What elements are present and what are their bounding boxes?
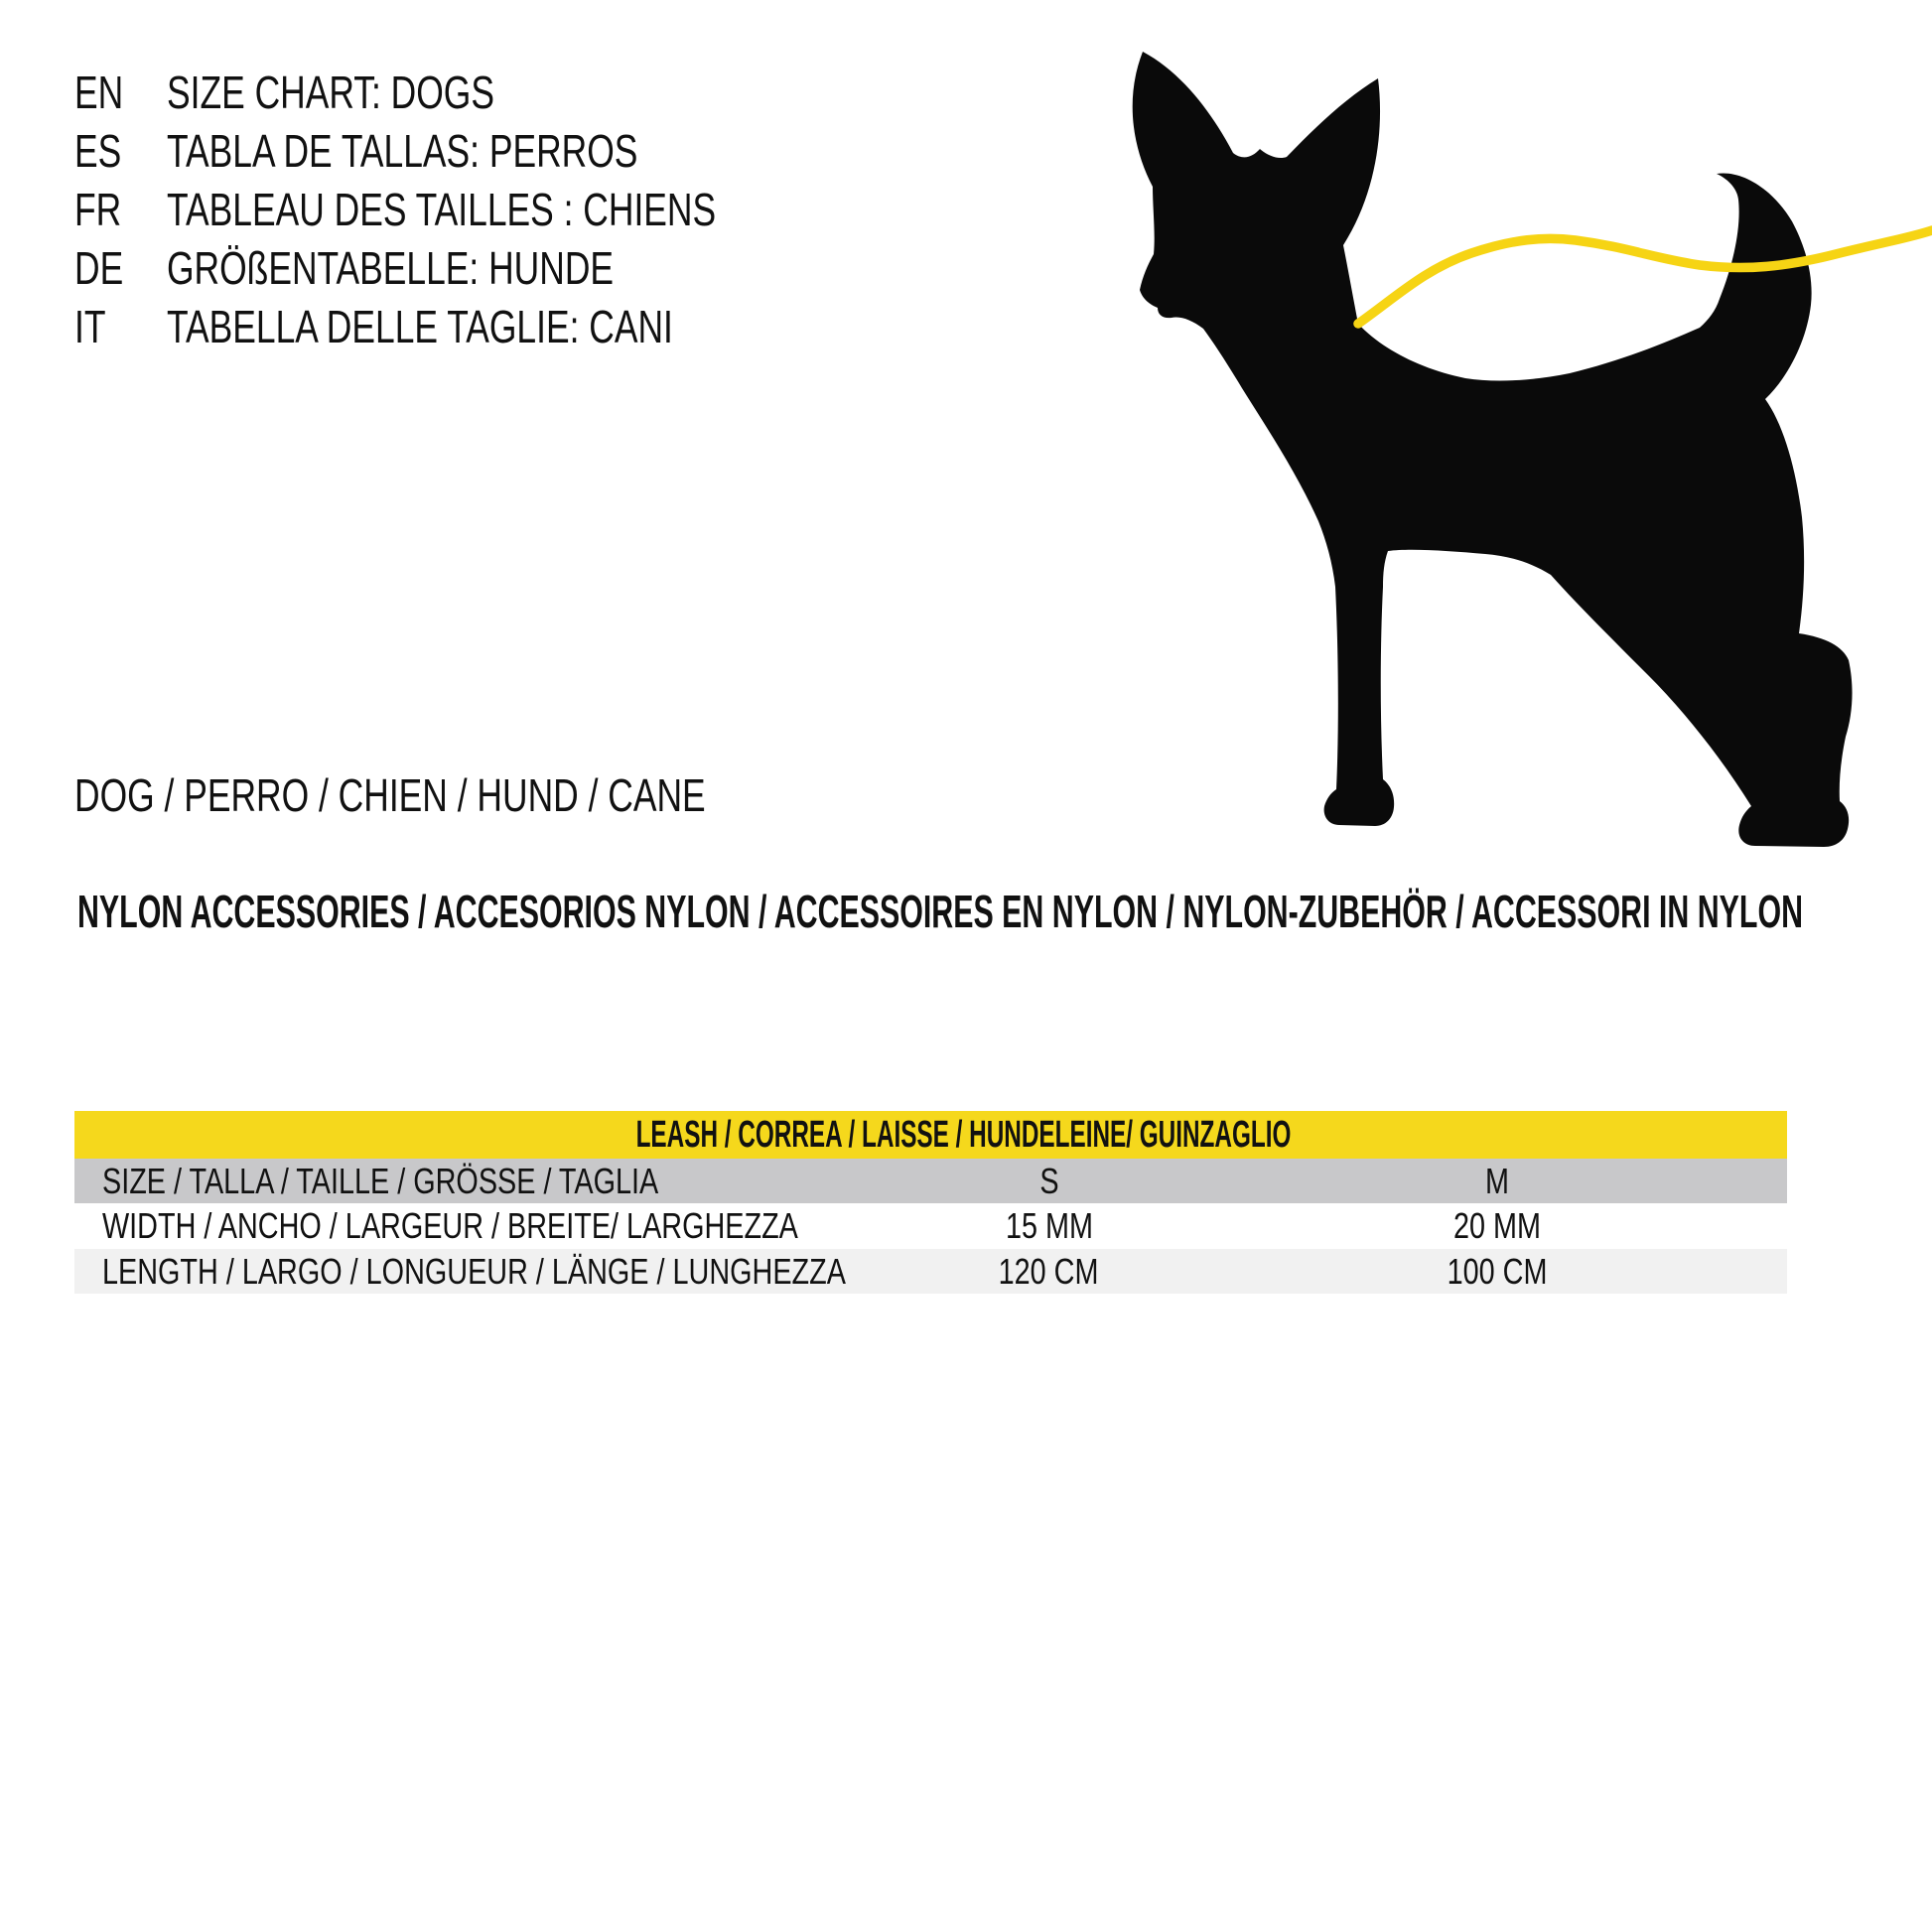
title-text: TABELLA DELLE TAGLIE: CANI — [167, 301, 673, 352]
table-row-length — [74, 1249, 1787, 1294]
spacer-cell — [1722, 1159, 1787, 1203]
row-label: LENGTH / LARGO / LONGUEUR / LÄNGE / LUNGHEZZA — [102, 1251, 846, 1292]
language-code: DE — [74, 242, 124, 294]
table-header-leash: LEASH / CORREA / LAISSE / HUNDELEINE/ GUINZAGLIO — [74, 1111, 1787, 1159]
leash-line — [1358, 230, 1932, 324]
spacer-cell — [1722, 1203, 1787, 1249]
title-row-fr — [74, 181, 880, 239]
title-row-de — [74, 239, 880, 298]
language-code: ES — [74, 125, 122, 177]
size-table — [74, 1111, 1787, 1294]
dog-silhouette — [1133, 52, 1853, 847]
title-text: GRÖßENTABELLE: HUNDE — [167, 242, 615, 294]
language-code: EN — [74, 67, 124, 118]
table-row-size — [74, 1159, 1787, 1203]
chihuahua-silhouette-illustration — [1092, 30, 1932, 870]
length-s-value: 120 CM — [999, 1251, 1099, 1292]
spacer-cell — [1722, 1249, 1787, 1294]
language-code: FR — [74, 184, 122, 235]
title-text: TABLEAU DES TAILLES : CHIENS — [167, 184, 717, 235]
row-label: SIZE / TALLA / TAILLE / GRÖSSE / TAGLIA — [102, 1161, 659, 1201]
language-code: IT — [74, 301, 106, 352]
category-title: NYLON ACCESSORIES / ACCESORIOS NYLON / ACCESSOIRES EN NYLON / NYLON-ZUBEHÖR / ACCESSORI IN NYLON — [77, 886, 1803, 937]
title-row-en — [74, 64, 880, 122]
width-s-value: 15 MM — [1005, 1205, 1093, 1246]
size-m-value: M — [1485, 1161, 1510, 1201]
animal-label: DOG / PERRO / CHIEN / HUND / CANE — [74, 769, 706, 821]
title-row-it — [74, 298, 880, 356]
row-label: WIDTH / ANCHO / LARGEUR / BREITE/ LARGHEZZA — [102, 1205, 798, 1246]
title-text: TABLA DE TALLAS: PERROS — [167, 125, 638, 177]
width-m-value: 20 MM — [1453, 1205, 1542, 1246]
title-language-list — [74, 64, 880, 356]
length-m-value: 100 CM — [1448, 1251, 1548, 1292]
title-row-es — [74, 122, 880, 181]
title-text: SIZE CHART: DOGS — [167, 67, 494, 118]
table-row-width — [74, 1203, 1787, 1249]
size-s-value: S — [1038, 1161, 1059, 1201]
